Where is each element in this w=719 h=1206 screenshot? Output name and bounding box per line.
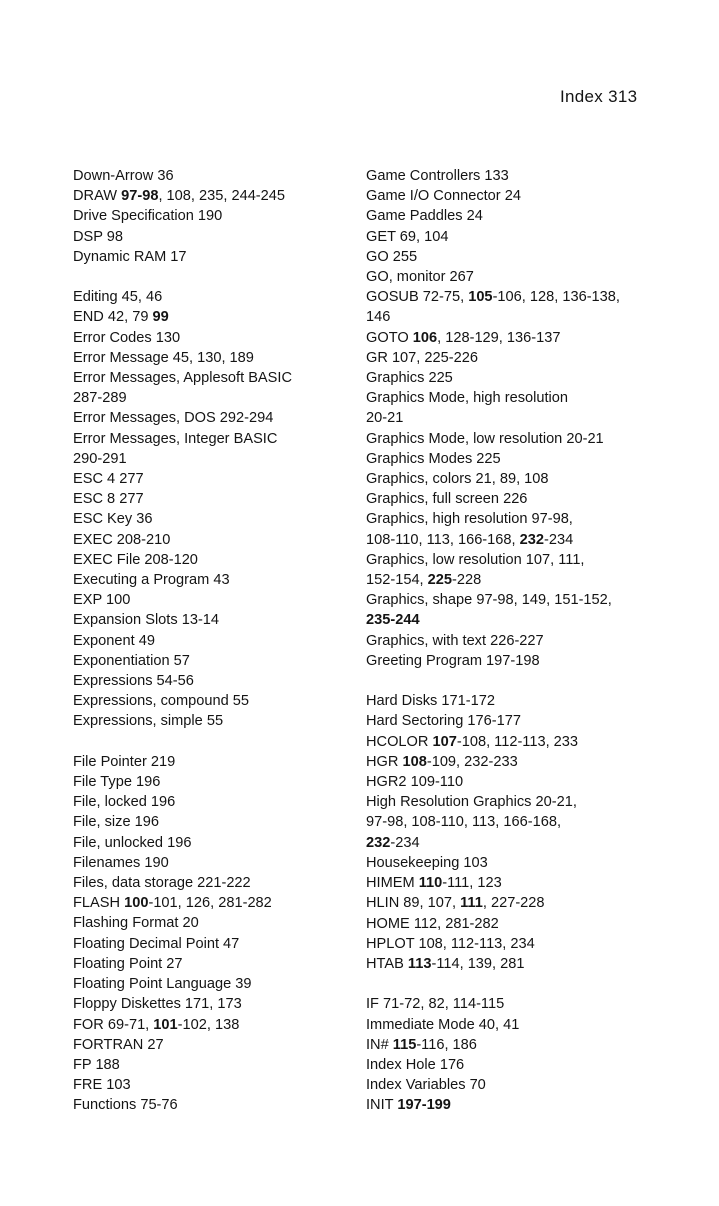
entry-text: Graphics, with text 226-227: [366, 632, 544, 649]
index-entry: [366, 206, 696, 226]
header-title: Index: [560, 87, 604, 106]
entry-text: -116, 186: [416, 1036, 477, 1053]
index-entry: [366, 570, 696, 590]
entry-text: HOME 112, 281-282: [366, 915, 499, 932]
entry-text: Filenames 190: [73, 854, 169, 871]
index-entry: [366, 227, 696, 247]
index-entry: [73, 1075, 383, 1095]
entry-text: HGR: [366, 753, 403, 770]
index-entry: [73, 631, 383, 651]
index-column-right: [366, 166, 696, 1116]
entry-text: Game Controllers 133: [366, 168, 509, 184]
entry-text: -102, 138: [177, 1016, 240, 1033]
entry-text: Drive Specification 190: [73, 208, 223, 225]
index-entry: [366, 1055, 696, 1075]
index-entry: [73, 206, 383, 226]
index-entry: [73, 893, 383, 913]
index-entry: [366, 711, 696, 731]
entry-text: HIMEM: [366, 875, 419, 892]
entry-text: -114, 139, 281: [431, 955, 525, 972]
entry-text: Exponentiation 57: [73, 652, 190, 669]
entry-text: Editing 45, 46: [73, 289, 163, 306]
index-entry: [73, 994, 383, 1014]
index-entry: [366, 429, 696, 449]
index-entry: [366, 954, 696, 974]
entry-text: DSP 98: [73, 228, 124, 245]
index-entry: [366, 489, 696, 509]
index-entry: [366, 631, 696, 651]
index-entry: [366, 691, 696, 711]
entry-text: File, locked 196: [73, 794, 176, 811]
index-entry: [73, 186, 383, 206]
index-entry: [73, 1035, 383, 1055]
entry-text: Greeting Program 197-198: [366, 652, 540, 669]
entry-text: -101, 126, 281-282: [148, 895, 272, 912]
index-entry: [366, 368, 696, 388]
page-header: [560, 87, 637, 107]
bold-page-ref: 111: [460, 895, 483, 912]
entry-text: EXEC 208-210: [73, 531, 171, 548]
index-entry: [73, 530, 383, 550]
index-entry: [366, 469, 696, 489]
index-entry: [366, 166, 696, 186]
index-entry: [73, 1095, 383, 1115]
index-entry: [73, 247, 383, 267]
index-entry: [366, 1075, 696, 1095]
index-entry: [73, 833, 383, 853]
entry-text: Expressions 54-56: [73, 673, 194, 690]
entry-text: Floating Point Language 39: [73, 976, 252, 993]
index-entry: [366, 792, 696, 812]
entry-text: GET 69, 104: [366, 228, 449, 245]
index-entry: [366, 307, 696, 327]
entry-text: -234: [544, 531, 574, 548]
entry-text: HLIN 89, 107,: [366, 895, 461, 912]
entry-text: EXP 100: [73, 592, 131, 609]
entry-text: HGR2 109-110: [366, 774, 464, 791]
entry-text: 108-110, 113, 166-168,: [366, 531, 520, 548]
bold-page-ref: 101: [153, 1016, 178, 1033]
entry-text: Graphics Mode, low resolution 20-21: [366, 430, 604, 447]
entry-text: GOTO: [366, 329, 413, 346]
entry-text: Graphics, low resolution 107, 111,: [366, 551, 585, 568]
index-entry: [73, 489, 383, 509]
index-entry: [73, 752, 383, 772]
index-entry: [366, 853, 696, 873]
index-entry: [73, 1015, 383, 1035]
index-entry: [366, 732, 696, 752]
entry-text: FORTRAN 27: [73, 1036, 164, 1053]
index-entry: [366, 1095, 696, 1115]
group-gap: [73, 267, 383, 287]
entry-text: Game Paddles 24: [366, 208, 483, 225]
index-entry: [366, 772, 696, 792]
index-entry: [366, 509, 696, 529]
entry-text: Expansion Slots 13-14: [73, 612, 220, 629]
group-gap: [73, 732, 383, 752]
entry-text: GR 107, 225-226: [366, 349, 478, 366]
entry-text: Error Message 45, 130, 189: [73, 349, 254, 366]
index-entry: [73, 913, 383, 933]
index-entry: [366, 812, 696, 832]
entry-text: Graphics, full screen 226: [366, 491, 528, 508]
index-entry: [73, 227, 383, 247]
index-entry: [73, 570, 383, 590]
index-entry: [366, 893, 696, 913]
entry-text: Files, data storage 221-222: [73, 875, 251, 892]
index-entry: [73, 328, 383, 348]
entry-text: Immediate Mode 40, 41: [366, 1016, 520, 1033]
entry-text: Graphics, high resolution 97-98,: [366, 511, 573, 528]
entry-text: Floating Point 27: [73, 955, 183, 972]
entry-text: -109, 232-233: [426, 753, 518, 770]
entry-text: High Resolution Graphics 20-21,: [366, 794, 577, 811]
index-entry: [73, 974, 383, 994]
index-entry: [366, 408, 696, 428]
entry-text: Functions 75-76: [73, 1097, 178, 1114]
entry-text: -106, 128, 136-138,: [492, 289, 620, 306]
index-entry: [73, 449, 383, 469]
entry-text: File, unlocked 196: [73, 834, 192, 851]
entry-text: Error Messages, DOS 292-294: [73, 410, 274, 427]
entry-text: Floppy Diskettes 171, 173: [73, 996, 242, 1013]
index-entry: [366, 873, 696, 893]
index-entry: [366, 833, 696, 853]
index-entry: [73, 1055, 383, 1075]
entry-text: ESC 8 277: [73, 491, 144, 508]
entry-text: FRE 103: [73, 1077, 131, 1094]
index-entry: [73, 772, 383, 792]
index-entry: [366, 1015, 696, 1035]
index-entry: [73, 368, 383, 388]
entry-text: HCOLOR: [366, 733, 433, 750]
entry-text: FLASH: [73, 895, 125, 912]
entry-text: Error Messages, Integer BASIC: [73, 430, 278, 447]
entry-text: ESC 4 277: [73, 471, 144, 488]
entry-text: IN#: [366, 1036, 393, 1053]
bold-page-ref: 97-98: [121, 188, 159, 205]
entry-text: GO 255: [366, 248, 418, 265]
index-entry: [73, 388, 383, 408]
index-entry: [366, 752, 696, 772]
index-entry: [366, 267, 696, 287]
bold-page-ref: 108: [402, 753, 427, 770]
entry-text: , 128-129, 136-137: [437, 329, 561, 346]
bold-page-ref: 107: [432, 733, 457, 750]
entry-text: -108, 112-113, 233: [456, 733, 579, 750]
entry-text: HPLOT 108, 112-113, 234: [366, 935, 535, 952]
entry-text: FP 188: [73, 1056, 120, 1073]
bold-page-ref: 115: [392, 1036, 417, 1053]
index-entry: [366, 328, 696, 348]
entry-text: Error Messages, Applesoft BASIC: [73, 370, 292, 387]
index-entry: [73, 934, 383, 954]
bold-page-ref: 100: [124, 895, 149, 912]
bold-page-ref: 197-199: [397, 1097, 451, 1114]
index-entry: [366, 651, 696, 671]
entry-text: -111, 123: [442, 875, 502, 892]
entry-text: INIT: [366, 1097, 398, 1114]
entry-text: IF 71-72, 82, 114-115: [366, 996, 505, 1013]
index-entry: [73, 853, 383, 873]
entry-text: Floating Decimal Point 47: [73, 935, 240, 952]
entry-text: Expressions, compound 55: [73, 693, 250, 710]
index-entry: [73, 873, 383, 893]
index-entry: [366, 348, 696, 368]
index-entry: [73, 429, 383, 449]
index-entry: [73, 166, 383, 186]
bold-page-ref: 105: [468, 289, 493, 306]
entry-text: -234: [390, 834, 420, 851]
index-entry: [366, 610, 696, 630]
entry-text: , 227-228: [482, 895, 545, 912]
index-entry: [366, 388, 696, 408]
index-entry: [366, 449, 696, 469]
entry-text: 152-154,: [366, 572, 428, 589]
bold-page-ref: 99: [152, 309, 169, 326]
entry-text: Dynamic RAM 17: [73, 248, 187, 265]
index-entry: [366, 994, 696, 1014]
entry-text: GO, monitor 267: [366, 269, 474, 286]
entry-text: Graphics 225: [366, 370, 453, 387]
group-gap: [366, 671, 696, 691]
index-entry: [73, 792, 383, 812]
entry-text: 290-291: [73, 450, 127, 467]
index-entry: [73, 610, 383, 630]
entry-text: 146: [366, 309, 391, 326]
entry-text: Index Hole 176: [366, 1056, 465, 1073]
index-entry: [366, 247, 696, 267]
bold-page-ref: 113: [407, 955, 432, 972]
bold-page-ref: 106: [412, 329, 438, 346]
entry-text: Graphics, colors 21, 89, 108: [366, 471, 549, 488]
entry-text: 287-289: [73, 390, 127, 407]
page-number: 313: [608, 87, 638, 106]
index-entry: [366, 530, 696, 550]
index-entry: [73, 287, 383, 307]
entry-text: File, size 196: [73, 814, 159, 831]
entry-text: EXEC File 208-120: [73, 551, 198, 568]
entry-text: Index Variables 70: [366, 1077, 486, 1094]
index-entry: [366, 1035, 696, 1055]
entry-text: Exponent 49: [73, 632, 155, 649]
index-entry: [366, 914, 696, 934]
index-entry: [366, 186, 696, 206]
index-column-left: [73, 166, 383, 1116]
entry-text: ESC Key 36: [73, 511, 153, 528]
entry-text: , 108, 235, 244-245: [158, 188, 286, 205]
index-entry: [73, 671, 383, 691]
index-entry: [73, 812, 383, 832]
group-gap: [366, 974, 696, 994]
entry-text: Error Codes 130: [73, 329, 181, 346]
entry-text: HTAB: [366, 955, 408, 972]
index-entry: [73, 469, 383, 489]
entry-text: 97-98, 108-110, 113, 166-168,: [366, 814, 562, 831]
index-entry: [73, 711, 383, 731]
entry-text: GOSUB 72-75,: [366, 289, 469, 306]
entry-text: Graphics Modes 225: [366, 450, 501, 467]
entry-text: Hard Disks 171-172: [366, 693, 495, 710]
index-entry: [366, 590, 696, 610]
bold-page-ref: 232: [366, 834, 391, 851]
index-entry: [73, 348, 383, 368]
index-entry: [73, 509, 383, 529]
index-entry: [73, 550, 383, 570]
entry-text: Hard Sectoring 176-177: [366, 713, 521, 730]
entry-text: File Pointer 219: [73, 753, 176, 770]
entry-text: Graphics Mode, high resolution: [366, 390, 568, 407]
index-entry: [73, 691, 383, 711]
index-entry: [366, 550, 696, 570]
entry-text: Graphics, shape 97-98, 149, 151-152,: [366, 592, 612, 609]
bold-page-ref: 232: [519, 531, 544, 548]
entry-text: Expressions, simple 55: [73, 713, 224, 730]
index-entry: [73, 590, 383, 610]
entry-text: Flashing Format 20: [73, 915, 199, 932]
entry-text: -228: [452, 572, 482, 589]
index-entry: [73, 954, 383, 974]
bold-page-ref: 110: [418, 875, 443, 892]
index-entry: [73, 651, 383, 671]
entry-text: File Type 196: [73, 774, 161, 791]
entry-text: END 42, 79: [73, 309, 153, 326]
index-entry: [73, 307, 383, 327]
index-entry: [366, 934, 696, 954]
entry-text: Down-Arrow 36: [73, 168, 174, 184]
bold-page-ref: 225: [427, 572, 453, 589]
entry-text: 20-21: [366, 410, 404, 427]
index-entry: [73, 408, 383, 428]
entry-text: Game I/O Connector 24: [366, 188, 521, 205]
entry-text: Housekeeping 103: [366, 854, 488, 871]
entry-text: Executing a Program 43: [73, 572, 230, 589]
bold-page-ref: 235-244: [366, 612, 420, 629]
entry-text: FOR 69-71,: [73, 1016, 154, 1033]
entry-text: DRAW: [73, 188, 122, 205]
index-entry: [366, 287, 696, 307]
